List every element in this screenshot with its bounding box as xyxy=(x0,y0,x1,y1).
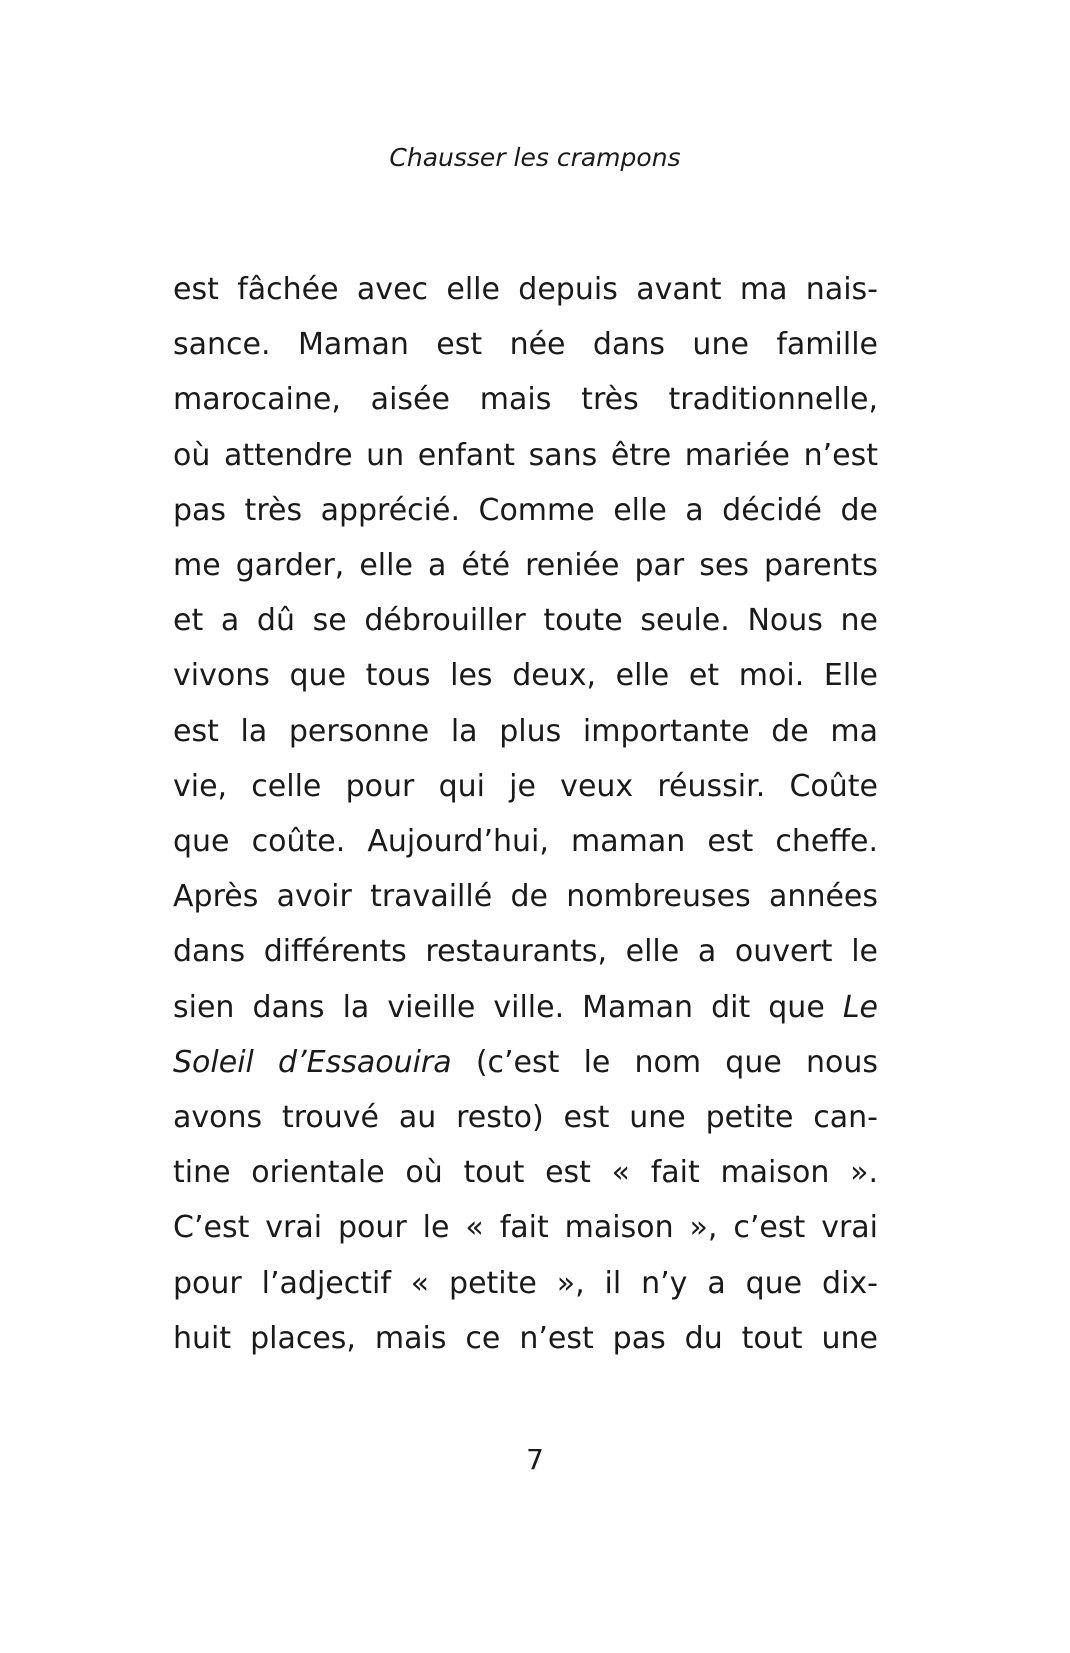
text-line: tine orientale où tout est « fait maison ». xyxy=(173,1155,878,1191)
text-line xyxy=(173,980,878,1035)
text-line: avons trouvé au resto) est une petite can- xyxy=(173,1100,878,1136)
text-line: vivons que tous les deux, elle et moi. Elle xyxy=(173,658,878,694)
text-line: C’est vrai pour le « fait maison », c’est vrai xyxy=(173,1210,878,1246)
text-line: où attendre un enfant sans être mariée n’est xyxy=(173,437,878,473)
running-header: Chausser les crampons xyxy=(389,143,681,172)
text-segment: (c’est le nom que nous xyxy=(475,1044,878,1080)
body-text xyxy=(173,262,878,1366)
text-line: me garder, elle a été reniée par ses parents xyxy=(173,548,878,584)
text-line: Après avoir travaillé de nombreuses années xyxy=(173,879,878,915)
text-segment: sien dans la vieille ville. Maman dit que xyxy=(173,989,825,1025)
text-line: et a dû se débrouiller toute seule. Nous ne xyxy=(173,603,878,639)
text-line: sance. Maman est née dans une famille xyxy=(173,327,878,363)
text-line: vie, celle pour qui je veux réussir. Coûte xyxy=(173,768,878,804)
text-line: est la personne la plus importante de ma xyxy=(173,713,878,749)
text-line: est fâchée avec elle depuis avant ma nais- xyxy=(173,272,878,307)
text-line: huit places, mais ce n’est pas du tout une xyxy=(173,1320,878,1356)
page-number: 7 xyxy=(526,1443,544,1476)
text-line: pour l’adjectif « petite », il n’y a que dix- xyxy=(173,1265,878,1301)
italic-title-segment: Le xyxy=(842,989,878,1025)
text-line xyxy=(173,1035,878,1090)
text-line: marocaine, aisée mais très traditionnelle, xyxy=(173,382,878,418)
text-line: que coûte. Aujourd’hui, maman est cheffe. xyxy=(173,824,878,860)
italic-title-segment: Soleil d’Essaouira xyxy=(173,1044,452,1080)
text-line: pas très apprécié. Comme elle a décidé de xyxy=(173,492,878,528)
text-line: dans différents restaurants, elle a ouvert le xyxy=(173,934,878,970)
